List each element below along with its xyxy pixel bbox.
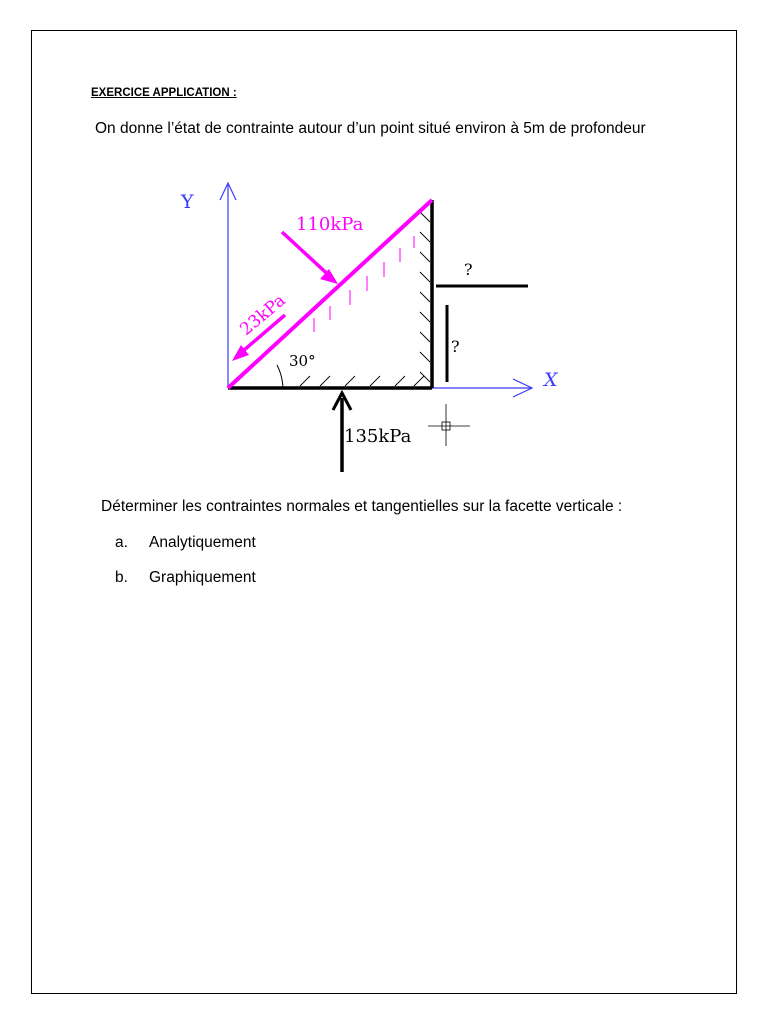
label-110kpa: 110kPa <box>296 214 364 235</box>
bottom-face-hatching <box>300 376 424 386</box>
angle-arc <box>277 365 283 388</box>
list-item-b <box>115 569 256 587</box>
label-unknown-shear: ? <box>464 260 473 279</box>
list-item-letter: a. <box>115 534 128 551</box>
axis-x-label: X <box>544 369 558 391</box>
list-item-text: Analytiquement <box>149 534 256 551</box>
inclined-face-ticks <box>314 236 414 332</box>
list-item-letter: b. <box>115 569 128 586</box>
label-135kpa: 135kPa <box>344 426 412 447</box>
crosshair-cursor-icon <box>428 404 470 446</box>
exercise-heading: EXERCICE APPLICATION : <box>91 87 237 99</box>
axes <box>180 183 559 397</box>
angle-label: 30° <box>289 352 316 370</box>
list-item-a <box>115 534 256 552</box>
list-item-text: Graphiquement <box>149 569 256 586</box>
vertical-face-hatching <box>420 212 430 382</box>
label-23kpa: 23kPa <box>236 290 290 340</box>
label-unknown-normal: ? <box>451 337 460 356</box>
question-text: Déterminer les contraintes normales et tangentielles sur la facette verticale : <box>101 498 623 515</box>
arrow-110kpa <box>282 232 338 284</box>
axis-y-label: Y <box>181 191 194 213</box>
intro-text: On donne l’état de contrainte autour d’un point situé environ à 5m de profondeur <box>95 120 646 137</box>
